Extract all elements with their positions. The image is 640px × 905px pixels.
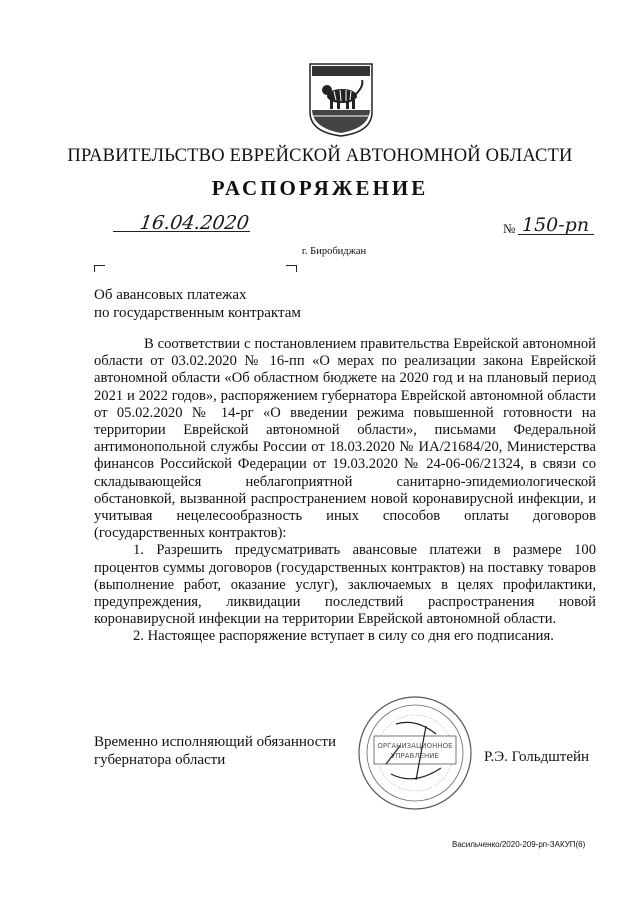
item-2-paragraph: 2. Настоящее распоряжение вступает в силу со дня его подписания. xyxy=(133,628,554,645)
document-body xyxy=(94,336,596,646)
date-underline xyxy=(113,231,250,232)
signatory-name: Р.Э. Гольдштейн xyxy=(484,749,590,765)
stamp-text-line-2: УПРАВЛЕНИЕ xyxy=(391,752,439,760)
subject-line-1: Об авансовых платежах xyxy=(94,287,247,303)
item-1-paragraph: 1. Разрешить предусматривать авансовые платежи в размере 100 процентов суммы договоров (государственных контрактов) на поставку товаров (выполнение работ, оказание услуг), заключаемых в целях профилактики, предупреждения, ликвидации последствий распространения новой коронавирусной инфекции на территории Еврейской автономной области. xyxy=(94,542,596,628)
government-title: ПРАВИТЕЛЬСТВО ЕВРЕЙСКОЙ АВТОНОМНОЙ ОБЛАСТИ xyxy=(67,146,573,166)
number-sign: № xyxy=(503,221,516,236)
document-number: 150-рп xyxy=(522,214,590,236)
signatory-position-line-2: губернатора области xyxy=(94,752,226,768)
subject-corner-left xyxy=(94,265,105,272)
number-underline xyxy=(518,234,594,235)
document-type-title: РАСПОРЯЖЕНИЕ xyxy=(211,176,429,200)
document-date: 16.04.2020 xyxy=(138,212,251,234)
stamp-text-line-1: ОРГАНИЗАЦИОННОЕ xyxy=(377,742,453,750)
city-label: г. Биробиджан xyxy=(301,246,367,257)
coat-of-arms-emblem xyxy=(306,62,376,138)
subject-line-2: по государственным контрактам xyxy=(94,305,301,321)
subject-corner-right xyxy=(286,265,297,272)
official-stamp xyxy=(356,694,474,812)
signatory-position xyxy=(94,733,336,769)
signatory-position-line-1: Временно исполняющий обязанности xyxy=(94,734,337,750)
document-subject xyxy=(94,286,301,322)
footer-reference: Васильченко/2020-209-рп-ЗАКУП(6) xyxy=(452,840,586,849)
preamble-paragraph: В соответствии с постановлением правительства Еврейской автономной области от 03.02.2020 № 16-пп «О мерах по реализации закона Еврейской автономной области «Об областном бюджете на 2020 год и на плановый период 2021 и 2022 годов», распоряжением губернатора Еврейской автономной области от 05.02.2020 № 14-рг «О введении режима повышенной готовности на территории Еврейской автономной области», письмами Федеральной антимонопольной службы России от 18.03.2020 № ИА/21684/20, Министерства финансов Российской Федерации от 19.03.2020 № 24-06-06/21324, в связи со складывающейся неблагоприятной санитарно-эпидемиологической обстановкой, вызванной распространением новой коронавирусной инфекции, и учитывая нецелесообразность иных способов оплаты договоров (государственных контрактов): xyxy=(94,336,596,542)
